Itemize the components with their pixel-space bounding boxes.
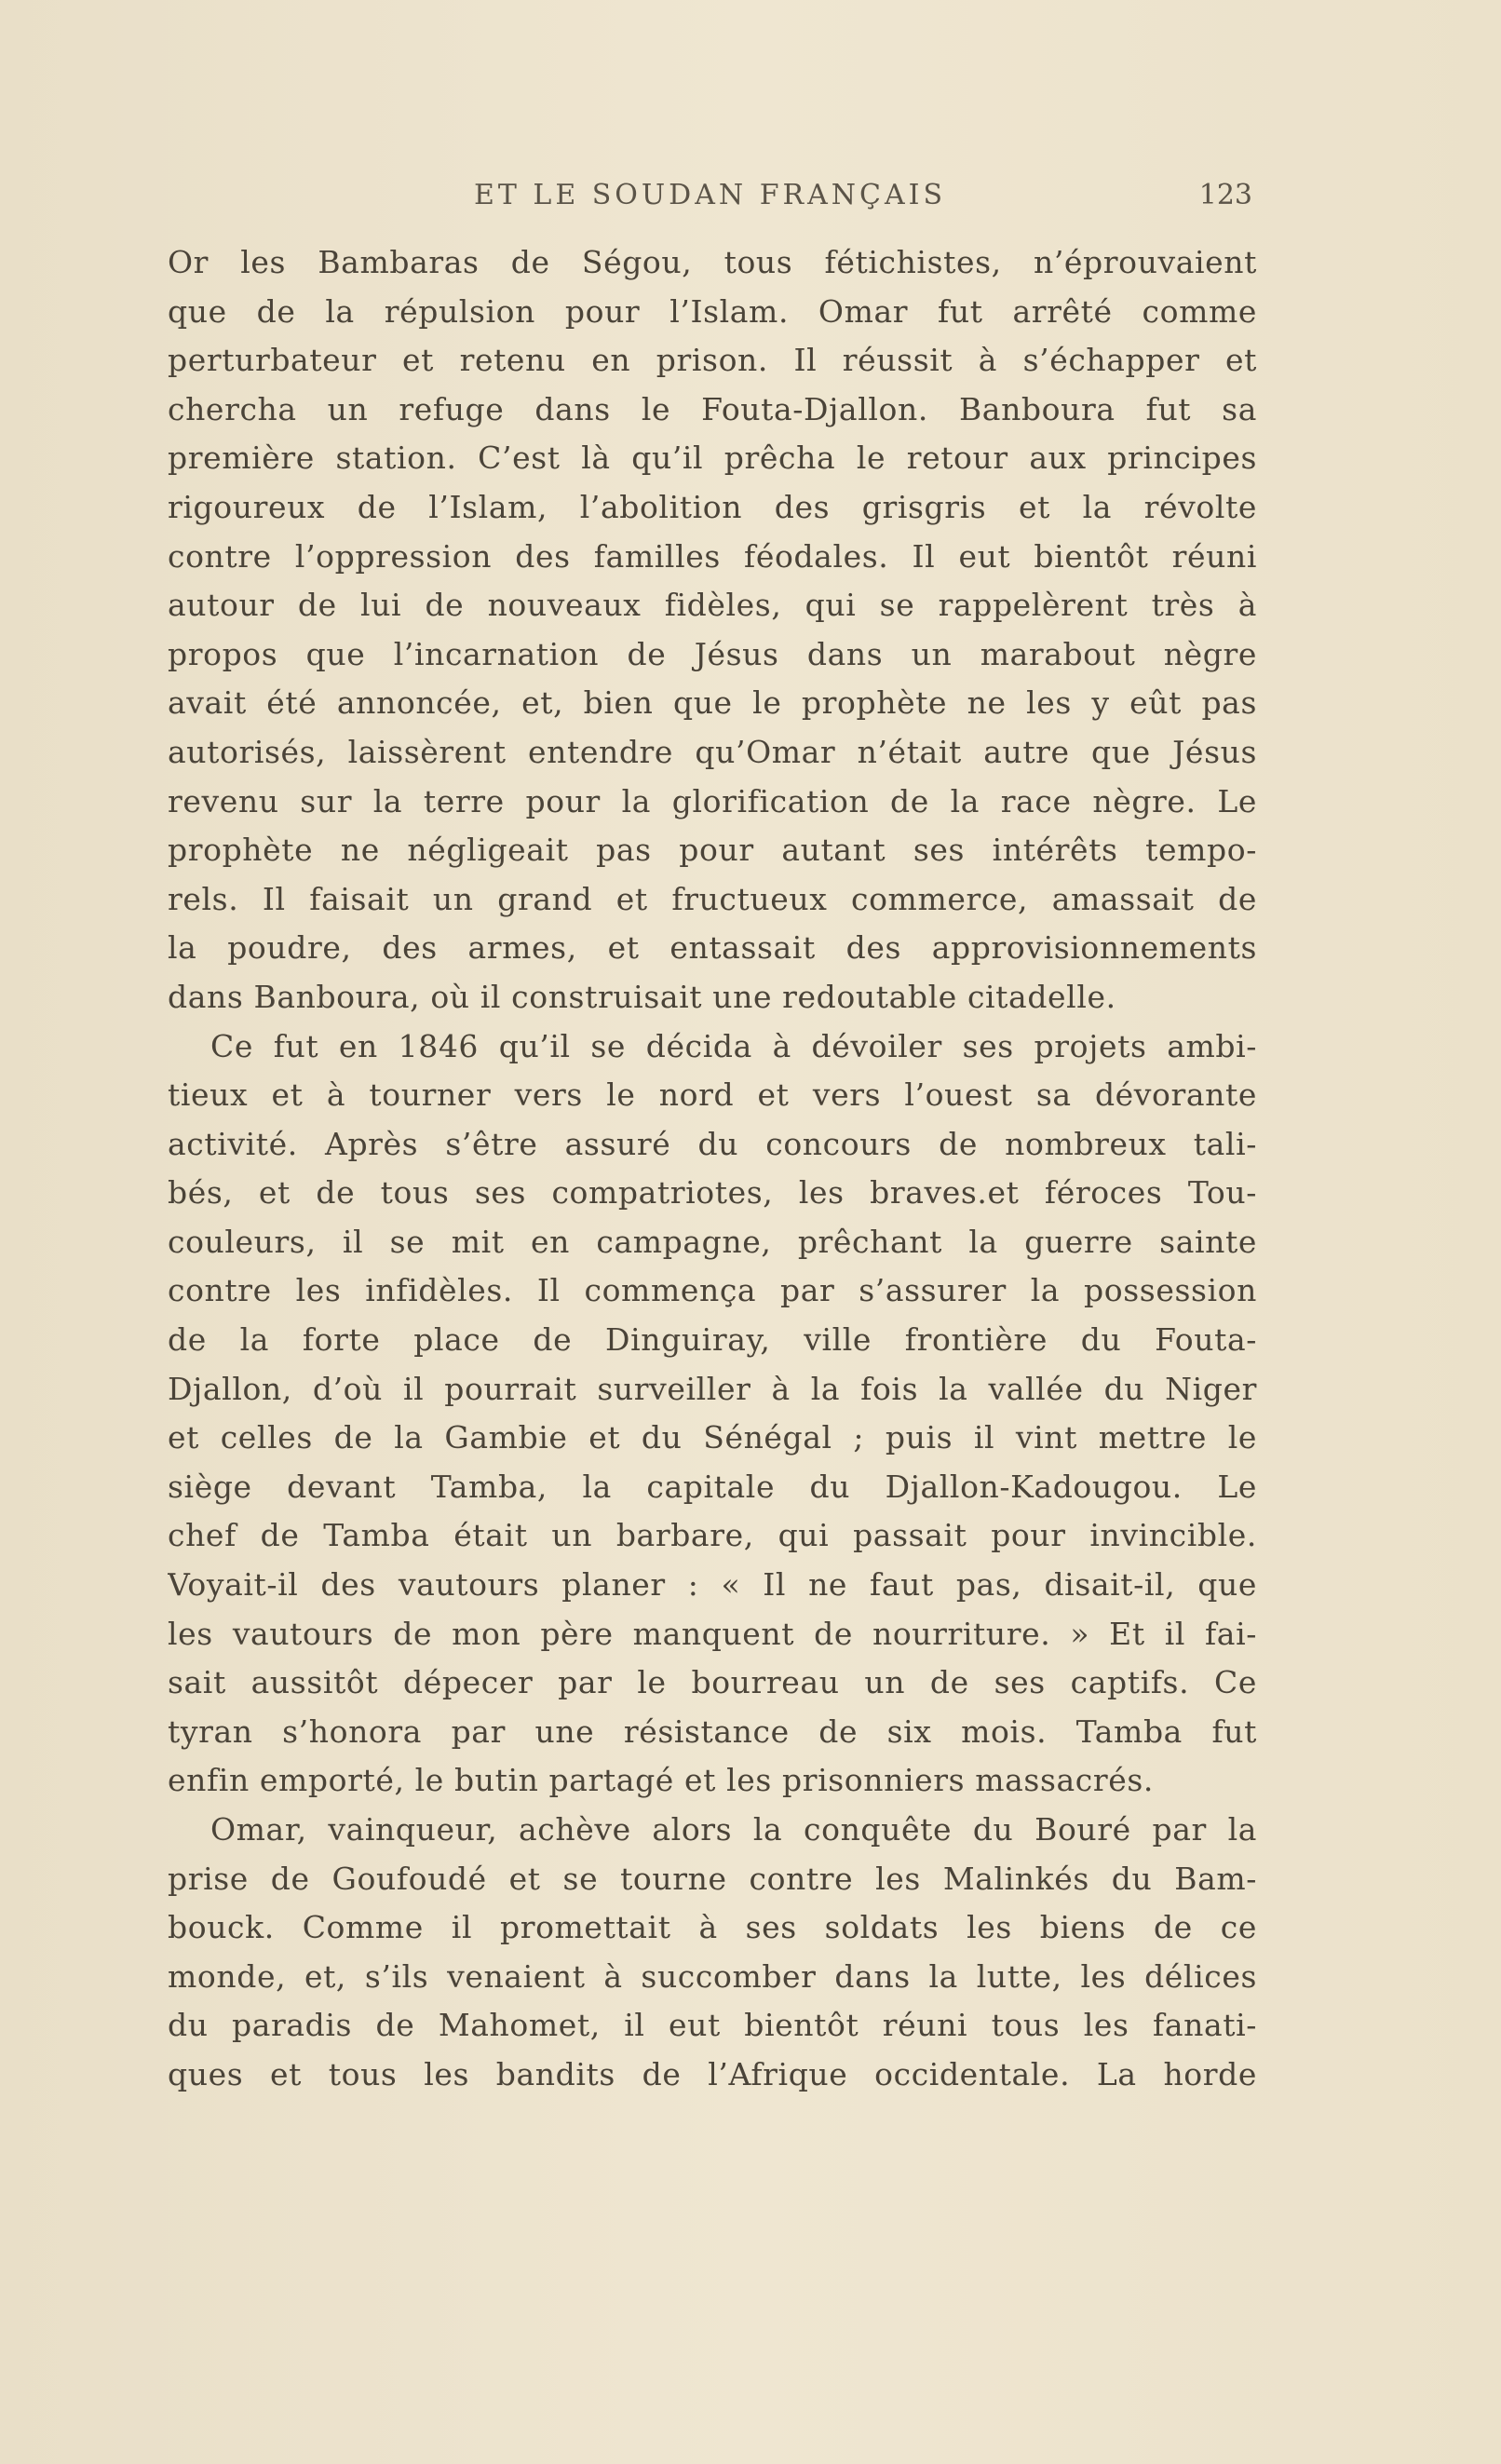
text-line: bouck. Comme il promettait à ses soldats les biens de ce xyxy=(168,1909,1257,1946)
text-line: que de la répulsion pour l’Islam. Omar fut arrêté comme xyxy=(168,292,1257,330)
text-line: Or les Bambaras de Ségou, tous fétichistes, n’éprouvaient xyxy=(168,244,1257,280)
text-line: tyran s’honora par une résistance de six mois. Tamba fut xyxy=(168,1713,1257,1750)
body-text xyxy=(168,238,1257,2100)
text-line: siège devant Tamba, la capitale du Djallon-Kadougou. Le xyxy=(168,1468,1257,1505)
text-line: couleurs, il se mit en campagne, prêchant la guerre sainte xyxy=(168,1223,1257,1260)
text-line: monde, et, s’ils venaient à succomber dans la lutte, les délices xyxy=(168,1957,1257,1995)
text-line: autour de lui de nouveaux fidèles, qui se rappelèrent très à xyxy=(168,587,1257,624)
text-line: dans Banboura, où il construisait une redoutable citadelle. xyxy=(168,978,1116,1015)
text-line: Ce fut en 1846 qu’il se décida à dévoiler ses projets ambi- xyxy=(210,1027,1257,1064)
text-line: prise de Goufoudé et se tourne contre les Malinkés du Bam- xyxy=(168,1860,1257,1897)
text-line: chef de Tamba était un barbare, qui passait pour invincible. xyxy=(168,1517,1257,1554)
text-line: bés, et de tous ses compatriotes, les braves.et féroces Tou- xyxy=(168,1174,1257,1212)
text-line: les vautours de mon père manquent de nourriture. » Et il fai- xyxy=(168,1615,1257,1652)
text-line: et celles de la Gambie et du Sénégal ; puis il vint mettre le xyxy=(168,1419,1257,1456)
text-line: autorisés, laissèrent entendre qu’Omar n’était autre que Jésus xyxy=(168,733,1257,770)
text-line: Voyait-il des vautours planer : « Il ne faut pas, disait-il, que xyxy=(168,1566,1257,1604)
text-line: enfin emporté, le butin partagé et les prisonniers massacrés. xyxy=(168,1762,1154,1799)
text-line: sait aussitôt dépecer par le bourreau un de ses captifs. Ce xyxy=(168,1664,1257,1701)
text-line: Djallon, d’où il pourrait surveiller à la fois la vallée du Niger xyxy=(168,1370,1257,1407)
text-line: du paradis de Mahomet, il eut bientôt réuni tous les fanati- xyxy=(168,2007,1257,2044)
text-line: ques et tous les bandits de l’Afrique occidentale. La horde xyxy=(168,2055,1257,2092)
text-line: activité. Après s’être assuré du concours de nombreux tali- xyxy=(168,1125,1257,1162)
page-header xyxy=(168,179,1252,216)
text-line: première station. C’est là qu’il prêcha le retour aux principes xyxy=(168,440,1257,477)
text-line: perturbateur et retenu en prison. Il réussit à s’échapper et xyxy=(168,342,1257,379)
text-line: tieux et à tourner vers le nord et vers l’ouest sa dévorante xyxy=(168,1076,1257,1114)
text-line: prophète ne négligeait pas pour autant ses intérêts tempo- xyxy=(168,832,1257,869)
text-line: contre l’oppression des familles féodales. Il eut bientôt réuni xyxy=(168,537,1257,575)
text-line: propos que l’incarnation de Jésus dans un marabout nègre xyxy=(168,635,1257,672)
page-number: 123 xyxy=(1198,179,1252,211)
text-line: la poudre, des armes, et entassait des approvisionnements xyxy=(168,929,1257,967)
text-line: contre les infidèles. Il commença par s’assurer la possession xyxy=(168,1272,1257,1309)
text-line: chercha un refuge dans le Fouta-Djallon. Banboura fut sa xyxy=(168,390,1257,427)
text-line: rels. Il faisait un grand et fructueux commerce, amassait de xyxy=(168,880,1257,917)
text-line: de la forte place de Dinguiray, ville frontière du Fouta- xyxy=(168,1321,1257,1359)
text-line: rigoureux de l’Islam, l’abolition des grisgris et la révolte xyxy=(168,488,1257,525)
running-title: ET LE SOUDAN FRANÇAIS xyxy=(473,179,947,211)
text-line: Omar, vainqueur, achève alors la conquête du Bouré par la xyxy=(210,1811,1257,1848)
text-line: avait été annoncée, et, bien que le prophète ne les y eût pas xyxy=(168,684,1257,722)
text-line: revenu sur la terre pour la glorification de la race nègre. Le xyxy=(168,782,1257,819)
